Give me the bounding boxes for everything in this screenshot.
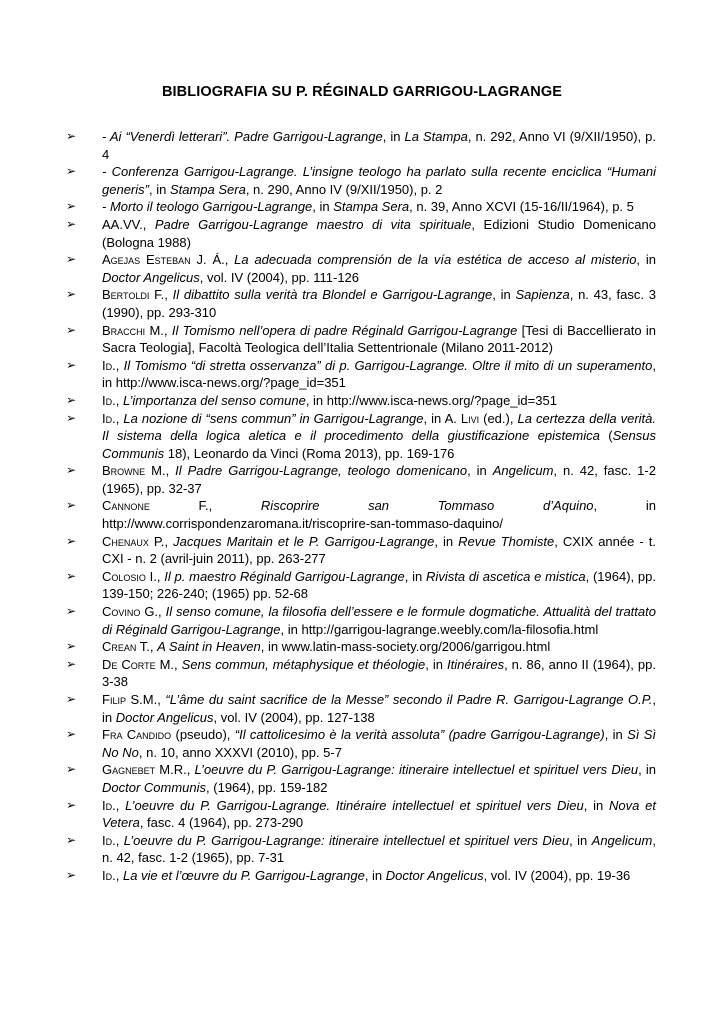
entry-author: Bertoldi F. [102,287,165,303]
arrow-bullet-icon: ➢ [66,604,77,619]
bibliography-list [66,128,656,885]
bibliography-entry: ➢ Agejas Esteban J. Á., La adecuada comprensión de la vía estética de acceso al misterio, in Doctor Angelicus, vol. IV (2004), pp. 111-126 [66,252,656,285]
entry-author: Id. [102,797,116,813]
arrow-bullet-icon: ➢ [66,164,77,179]
bibliography-entry: ➢ Id., La nozione di “sens commun” in Garrigou-Lagrange, in A. Livi (ed.), La certezza della verità. Il sistema della logica aletica e il procedimento della giustificazione epistemica (Sensus Communis 18), Leonardo da Vinci (Roma 2013), pp. 169-176 [66,410,656,461]
bibliography-entry: ➢ Gagnebet M.R., L’oeuvre du P. Garrigou-Lagrange: itineraire intellectuel et spirituel vers Dieu, in Doctor Communis, (1964), pp. 159-182 [66,762,656,795]
arrow-bullet-icon: ➢ [66,639,77,654]
bibliography-entry: ➢ Id., L’oeuvre du P. Garrigou-Lagrange. Itinéraire intellectuel et spirituel vers Dieu, in Nova et Vetera, fasc. 4 (1964), pp. 273-290 [66,797,656,831]
bibliography-entry: ➢ De Corte M., Sens commun, métaphysique et théologie, in Itinéraires, n. 86, anno II (1964), pp. 3-38 [66,656,656,690]
entry-author: Filip S.M. [102,692,158,707]
arrow-bullet-icon: ➢ [66,216,77,231]
arrow-bullet-icon: ➢ [66,762,77,777]
arrow-bullet-icon: ➢ [66,392,77,407]
arrow-bullet-icon: ➢ [66,727,77,742]
arrow-bullet-icon: ➢ [66,498,77,513]
arrow-bullet-icon: ➢ [66,568,77,583]
entry-author: Cannone [102,498,150,514]
arrow-bullet-icon: ➢ [66,797,77,812]
entry-author: Agejas Esteban J. Á. [102,252,225,268]
entry-author: Id. [102,867,116,883]
entry-author: De Corte M. [102,656,175,672]
page-title: BIBLIOGRAFIA SU P. RÉGINALD GARRIGOU-LAGRANGE [161,84,563,100]
arrow-bullet-icon: ➢ [66,199,77,214]
entry-author: Colosio I. [102,568,157,584]
bibliography-entry: ➢ AA.VV., Padre Garrigou-Lagrange maestro di vita spirituale, Edizioni Studio Domenicano (Bologna 1988) [66,216,656,250]
bibliography-entry: ➢ Id., L’oeuvre du P. Garrigou-Lagrange: itineraire intellectuel et spirituel vers Dieu, in Angelicum, n. 42, fasc. 1-2 (1965), pp. 7-31 [66,832,656,866]
bibliography-entry: ➢ Browne M., Il Padre Garrigou-Lagrange, teologo domenicano, in Angelicum, n. 42, fasc. 1-2 (1965), pp. 32-37 [66,463,656,496]
entry-author: Id. [102,832,116,848]
arrow-bullet-icon: ➢ [66,533,77,548]
bibliography-entry: ➢ - Conferenza Garrigou-Lagrange. L’insigne teologo ha parlato sulla recente enciclica “Humani generis”, in Stampa Sera, n. 290, Anno IV (9/XII/1950), p. 2 [66,164,656,197]
arrow-bullet-icon: ➢ [66,252,77,267]
bibliography-entry: ➢ Cannone F., Riscoprire san Tommaso d’Aquino, in http://www.corrispondenzaromana.it/riscoprire-san-tommaso-daquino/ [66,498,656,532]
bibliography-entry: ➢ Filip S.M., “L’âme du saint sacrifice de la Messe” secondo il Padre R. Garrigou-Lagrange O.P., in Doctor Angelicus, vol. IV (2004), pp. 127-138 [66,692,656,725]
entry-author: Id. [102,392,116,408]
arrow-bullet-icon: ➢ [66,287,77,302]
entry-author: Id. [102,357,116,373]
arrow-bullet-icon: ➢ [66,832,77,847]
arrow-bullet-icon: ➢ [66,463,77,478]
entry-author: Browne M. [102,463,166,479]
bibliography-entry: ➢ Chenaux P., Jacques Maritain et le P. Garrigou-Lagrange, in Revue Thomiste, CXIX année - t. CXI - n. 2 (avril-juin 2011), pp. 263-277 [66,533,656,567]
arrow-bullet-icon: ➢ [66,656,77,671]
entry-author: Chenaux P. [102,533,165,549]
entry-author: Fra Candido [102,727,172,743]
arrow-bullet-icon: ➢ [66,692,77,706]
bibliography-entry: ➢ Bertoldi F., Il dibattito sulla verità tra Blondel e Garrigou-Lagrange, in Sapienza, n. 43, fasc. 3 (1990), pp. 293-310 [66,287,656,320]
bibliography-entry: ➢ Id., Il Tomismo “di stretta osservanza” di p. Garrigou-Lagrange. Oltre il mito di un superamento, in http://www.isca-news.org/?page_id=351 [66,357,656,391]
entry-author: Id. [102,410,116,426]
bibliography-entry: ➢ Bracchi M., Il Tomismo nell’opera di padre Réginald Garrigou-Lagrange [Tesi di Baccellierato in Sacra Teologia], Facoltà Teologica dell’Italia Settentrionale (Milano 2011-2012) [66,322,656,356]
bibliography-entry: ➢ Covino G., Il senso comune, la filosofia dell’essere e le formule dogmatiche. Attualità del trattato di Réginald Garrigou-Lagrange, in http://garrigou-lagrange.weebly.com/la-filosofia.html [66,604,656,637]
entry-author: AA.VV. [102,216,143,232]
entry-author: Covino G. [102,604,159,620]
bibliography-entry: ➢ Fra Candido (pseudo), “Il cattolicesimo è la verità assoluta” (padre Garrigou-Lagrange), in Sì Sì No No, n. 10, anno XXXVI (2010), pp. 5-7 [66,727,656,760]
arrow-bullet-icon: ➢ [66,867,77,882]
arrow-bullet-icon: ➢ [66,129,77,143]
entry-author: Gagnebet M.R. [102,762,187,778]
bibliography-entry: ➢ - Ai “Venerdì letterari”. Padre Garrigou-Lagrange, in La Stampa, n. 292, Anno VI (9/XII/1950), p. 4 [66,129,657,162]
bibliography-entry: ➢ - Morto il teologo Garrigou-Lagrange, in Stampa Sera, n. 39, Anno XCVI (15-16/II/1964), p. 5 [66,199,634,215]
entry-author: Crean T. [102,639,150,655]
bibliography-entry: ➢ Colosio I., Il p. maestro Réginald Garrigou-Lagrange, in Rivista di ascetica e mistica, (1964), pp. 139-150; 226-240; (1965) pp. 52-68 [66,568,656,602]
arrow-bullet-icon: ➢ [66,322,77,337]
bibliography-entry: ➢ Crean T., A Saint in Heaven, in www.latin-mass-society.org/2006/garrigou.html [66,639,551,655]
entry-author: Bracchi M. [102,322,164,338]
arrow-bullet-icon: ➢ [66,357,77,372]
arrow-bullet-icon: ➢ [66,410,77,425]
bibliography-entry: ➢ Id., L’importanza del senso comune, in http://www.isca-news.org/?page_id=351 [66,392,557,408]
bibliography-entry: ➢ Id., La vie et l’œuvre du P. Garrigou-Lagrange, in Doctor Angelicus, vol. IV (2004), pp. 19-36 [66,867,631,883]
